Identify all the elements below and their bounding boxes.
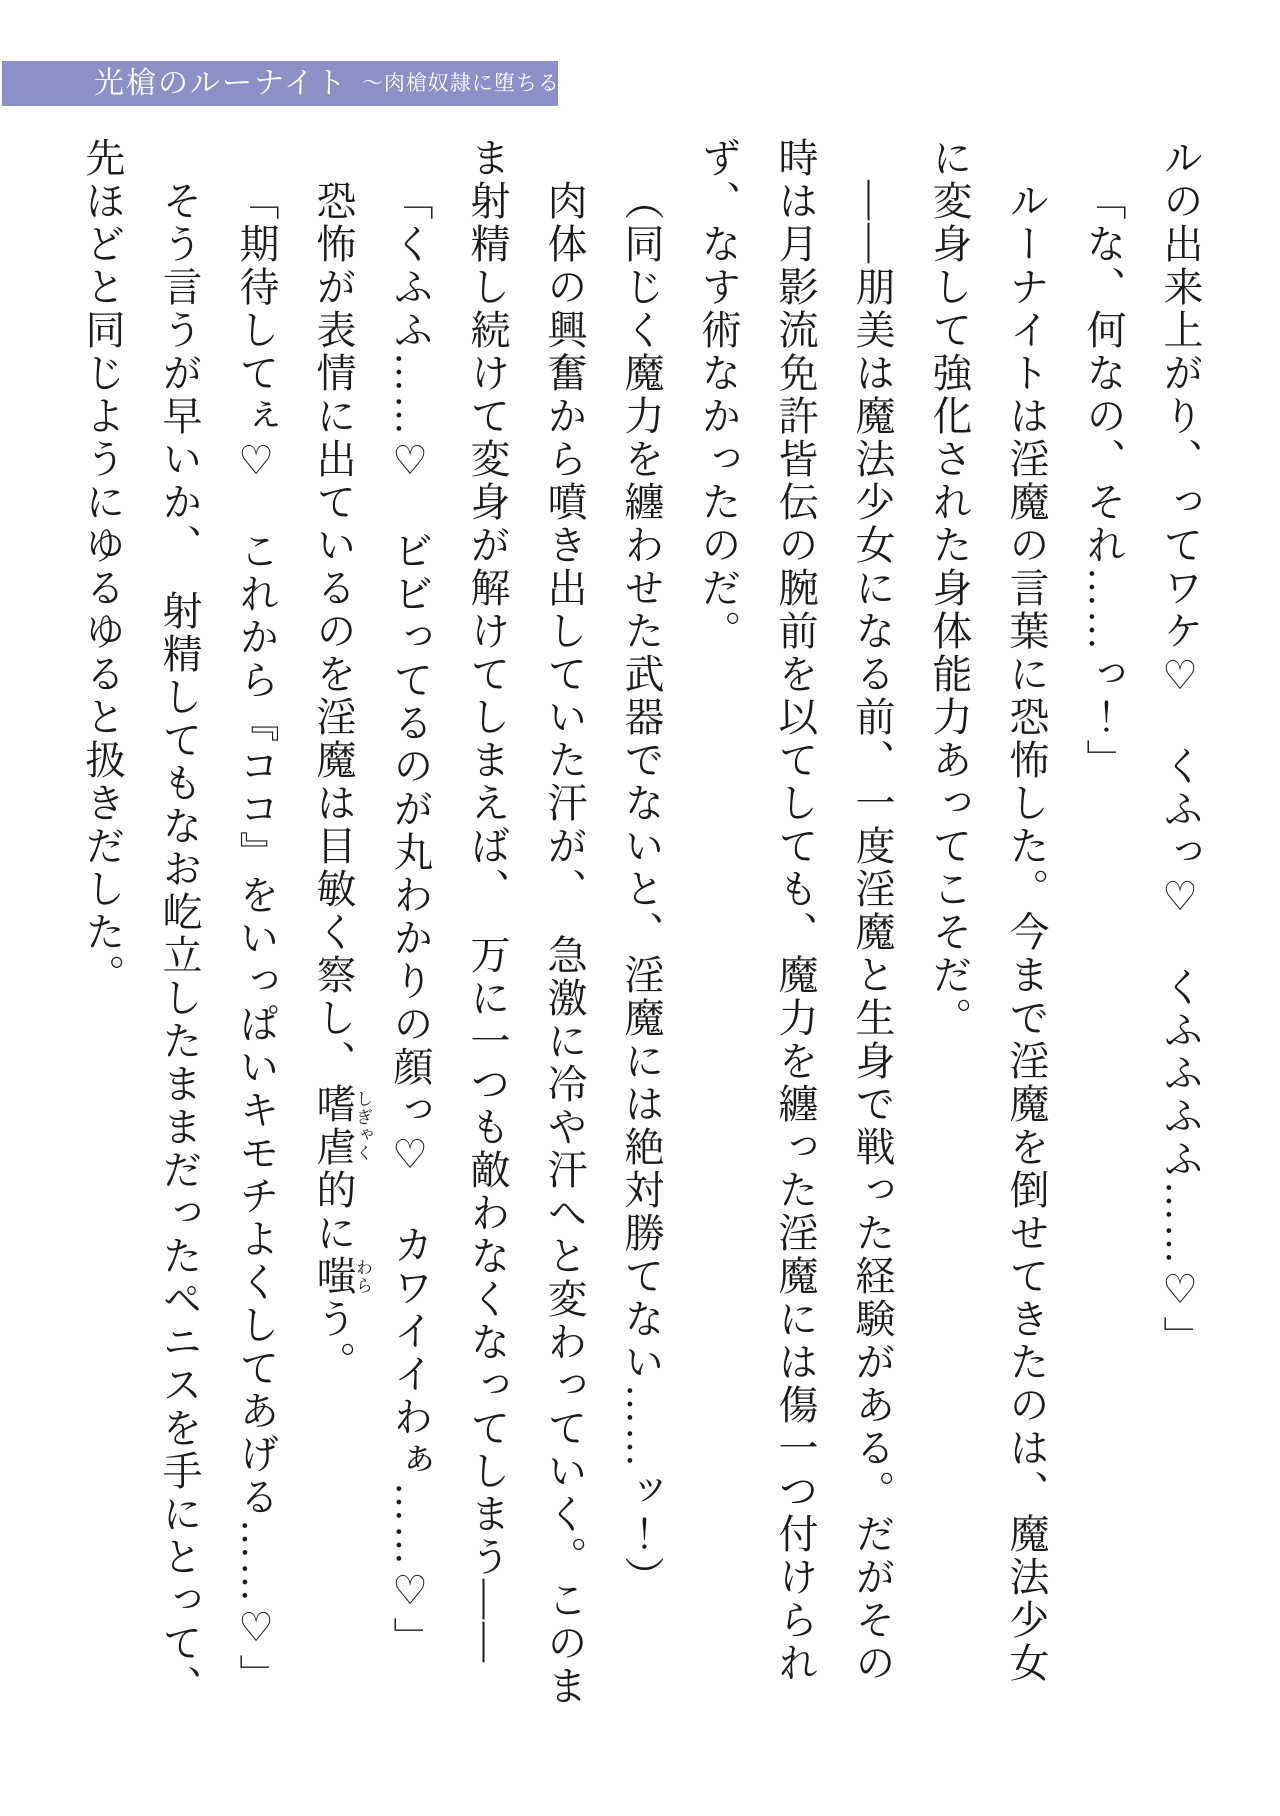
text-column: ま射精し続けて変身が解けてしまえば、 万に一つも敵わなくなってしまう―― — [465, 137, 510, 1665]
text-column: （同じく魔力を纏わせた武器でないと、淫魔には絶対勝てない……ッ！） — [619, 180, 664, 1599]
text-column: ルーナイトは淫魔の言葉に恐怖した。今まで淫魔を倒せてきたのは、魔法少女 — [1004, 180, 1049, 1685]
text-column: 恐怖が表情に出ているのを淫魔は目敏く察し、嗜虐しぎゃく的に嗤わらう。 — [311, 180, 372, 1384]
text-column: 「な、何なの、それ……っ！」 — [1081, 180, 1126, 782]
text-column: 先ほどと同じようにゆるゆると扱きだした。 — [80, 137, 125, 997]
page-header — [2, 61, 604, 106]
text-column: 「期待してぇ♡ これから『ココ』をいっぱいキモチよくしてあげる……♡」 — [234, 180, 279, 1697]
text-column: 肉体の興奮から噴き出していた汗が、 急激に冷や汗へと変わっていく。このま — [542, 180, 587, 1708]
ruby-annotated-word: 嗜虐しぎゃく — [311, 1083, 372, 1169]
text-column: そう言うが早いか、 射精してもなお屹立したままだったペニスを手にとって、 — [157, 180, 202, 1708]
ruby-reading: しぎゃく — [353, 1083, 372, 1169]
book-title: 光槍のルーナイト — [94, 66, 348, 100]
text-column: ルの出来上がり、ってワケ♡ くふっ♡ くふふふふ……♡」 — [1158, 137, 1203, 1359]
ruby-reading: わら — [353, 1255, 372, 1298]
text-column: 時は月影流免許皆伝の腕前を以てしても、魔力を纏った淫魔には傷一つ付けられ — [773, 137, 818, 1685]
text-column: ず、なす術なかったのだ。 — [696, 137, 741, 653]
novel-text-body — [64, 137, 1219, 1797]
text-column: 「くふふ……♡ ビビってるのが丸わかりの顔っ♡ カワイイわぁ……♡」 — [388, 180, 433, 1660]
text-column: ――朋美は魔法少女になる前、一度淫魔と生身で戦った経験がある。だがその — [850, 180, 895, 1685]
text-column: に変身して強化された身体能力あってこそだ。 — [927, 137, 972, 1040]
ruby-annotated-word: 嗤わら — [311, 1255, 372, 1298]
book-subtitle: ～肉槍奴隷に堕ちる夜～ — [361, 71, 604, 95]
